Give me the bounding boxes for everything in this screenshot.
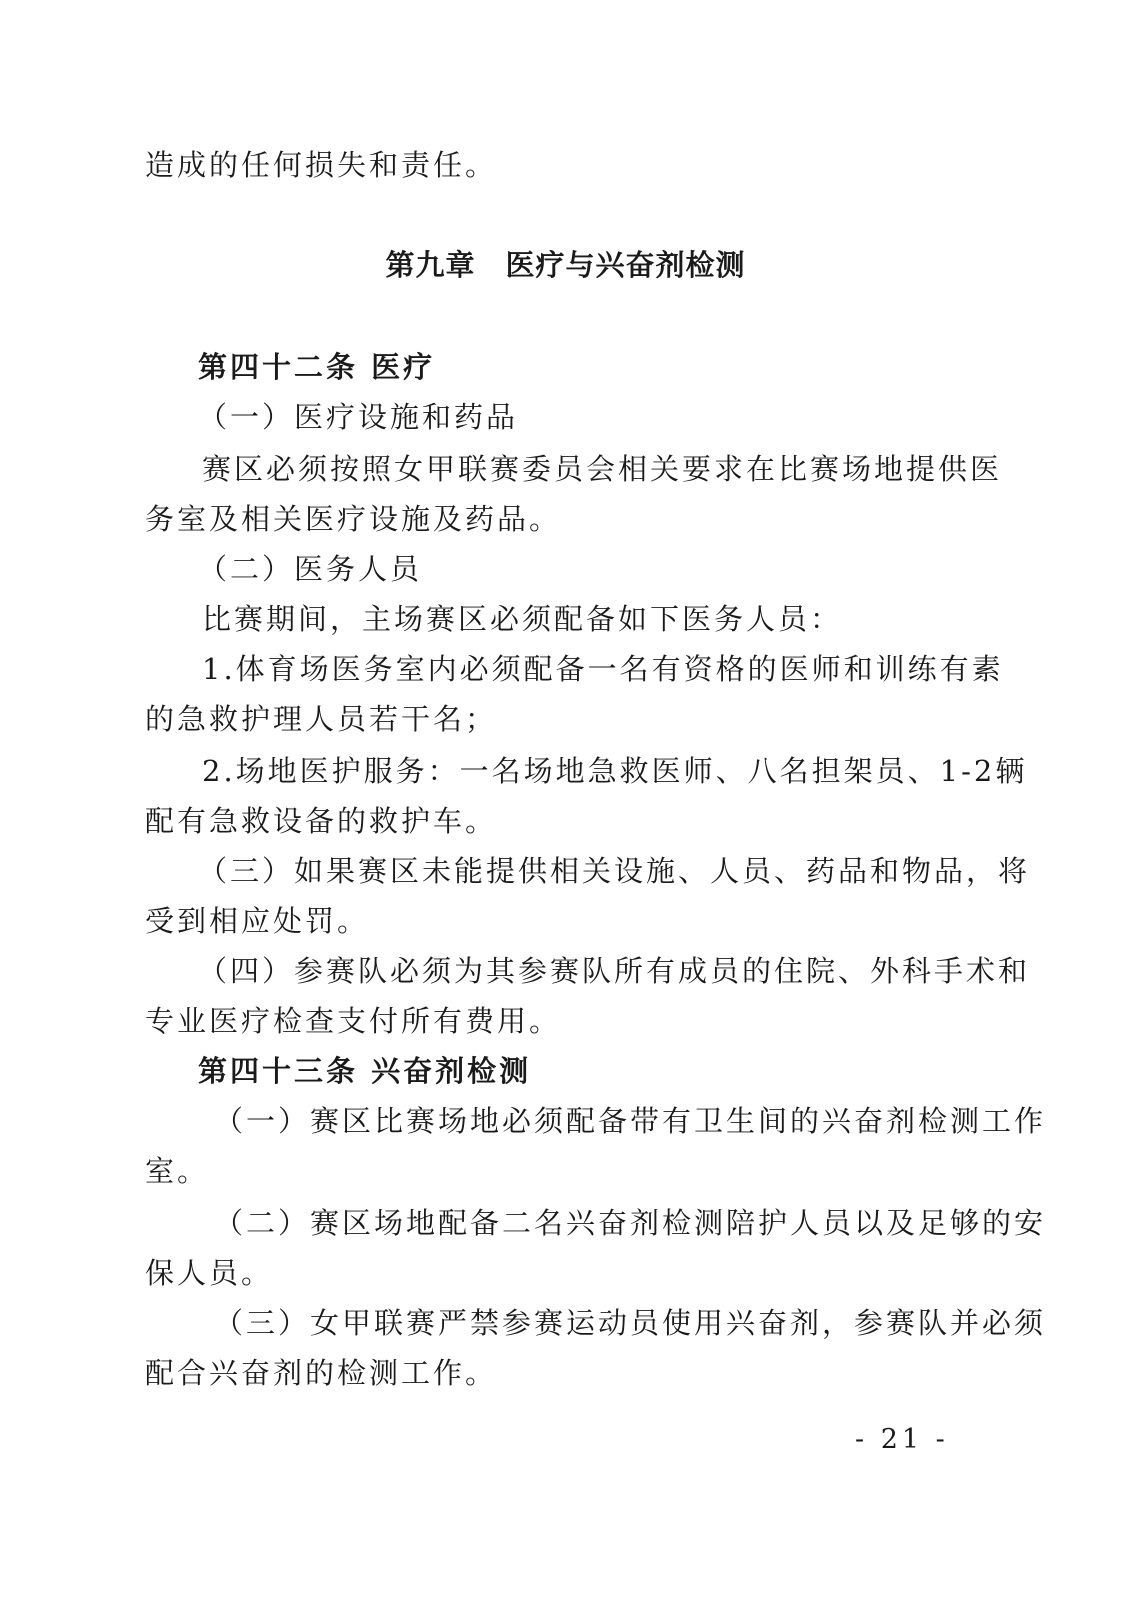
- text-line: 1.体育场医务室内必须配备一名有资格的医师和训练有素: [202, 652, 1004, 686]
- text-line: （一）赛区比赛场地必须配备带有卫生间的兴奋剂检测工作: [214, 1104, 1047, 1138]
- text-line: （四）参赛队必须为其参赛队所有成员的住院、外科手术和: [198, 954, 1031, 988]
- text-line: （二）赛区场地配备二名兴奋剂检测陪护人员以及足够的安: [214, 1206, 1047, 1240]
- text-line: 室。: [145, 1154, 210, 1188]
- text-line: 2.场地医护服务：一名场地急救医师、八名担架员、1-2辆: [202, 754, 1028, 788]
- text-line: 配合兴奋剂的检测工作。: [145, 1356, 498, 1390]
- chapter-title: 第九章 医疗与兴奋剂检测: [385, 248, 746, 282]
- page-number: - 21 -: [855, 1424, 949, 1455]
- text-line: 专业医疗检查支付所有费用。: [145, 1004, 562, 1038]
- text-line: 比赛期间，主场赛区必须配备如下医务人员：: [202, 602, 843, 636]
- text-line: 赛区必须按照女甲联赛委员会相关要求在比赛场地提供医: [202, 452, 1003, 486]
- text-line: 受到相应处罚。: [145, 904, 370, 938]
- text-line: （三）女甲联赛严禁参赛运动员使用兴奋剂，参赛队并必须: [214, 1306, 1047, 1340]
- text-line: 造成的任何损失和责任。: [145, 148, 498, 182]
- text-line: 务室及相关医疗设施及药品。: [145, 502, 562, 536]
- section-heading: （二）医务人员: [198, 552, 423, 586]
- text-line: 保人员。: [145, 1256, 274, 1290]
- text-line: （三）如果赛区未能提供相关设施、人员、药品和物品，将: [198, 854, 1031, 888]
- text-line: 配有急救设备的救护车。: [145, 804, 498, 838]
- article-heading: 第四十二条 医疗: [198, 350, 436, 384]
- text-line: 的急救护理人员若干名；: [145, 702, 498, 736]
- article-heading: 第四十三条 兴奋剂检测: [198, 1054, 532, 1088]
- section-heading: （一）医疗设施和药品: [198, 400, 519, 434]
